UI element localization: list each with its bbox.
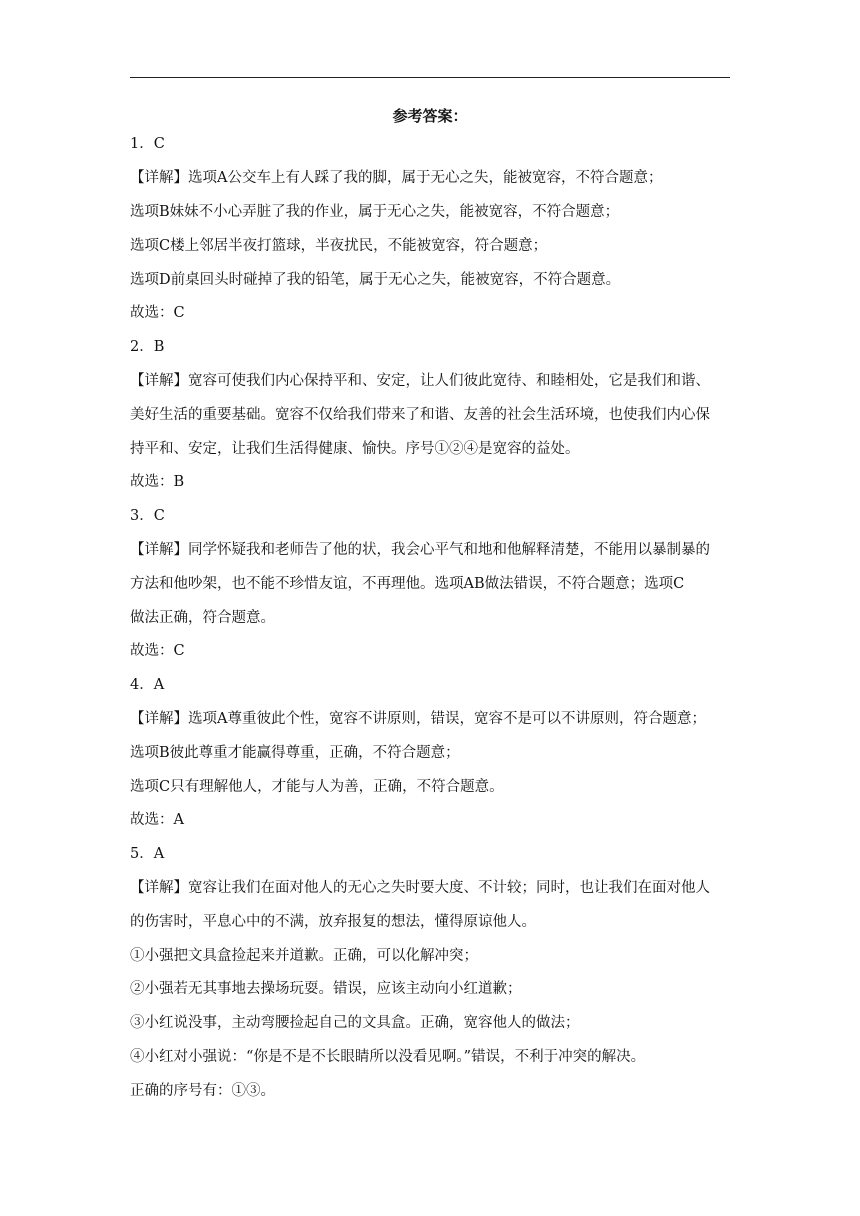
answer-line: 2．B: [130, 339, 165, 355]
answer-line: 选项C只有理解他人，才能与人为善，正确，不符合题意。: [130, 779, 504, 795]
page-title: 参考答案：: [392, 107, 468, 125]
answer-line: ④小红对小强说：“你是不是不长眼睛所以没看见啊。”错误，不利于冲突的解决。: [130, 1049, 646, 1065]
answer-line: 的伤害时，平息心中的不满，放弃报复的想法，懂得原谅他人。: [130, 914, 536, 930]
answer-line: 做法正确，符合题意。: [130, 610, 275, 626]
answer-line: 选项C楼上邻居半夜打篮球，半夜扰民，不能被宽容，符合题意；: [130, 238, 548, 254]
answer-line: 方法和他吵架，也不能不珍惜友谊，不再理他。选项AB做法错误，不符合题意；选项C: [130, 576, 685, 592]
answer-line: 4．A: [130, 677, 165, 693]
answer-line: 故选：A: [130, 812, 184, 828]
answer-line: 【详解】选项A公交车上有人踩了我的脚，属于无心之失，能被宽容，不符合题意；: [130, 170, 663, 186]
answer-line: 3．C: [130, 508, 165, 524]
answer-line: 1．C: [130, 136, 165, 152]
answer-line: 故选：B: [130, 474, 185, 490]
answer-line: 选项B妹妹不小心弄脏了我的作业，属于无心之失，能被宽容，不符合题意；: [130, 204, 620, 220]
answer-line: 【详解】同学怀疑我和老师告了他的状，我会心平气和地和他解释清楚，不能用以暴制暴的: [130, 542, 710, 558]
answer-line: 5．A: [130, 846, 165, 862]
answer-line: ③小红说没事，主动弯腰捡起自己的文具盒。正确，宽容他人的做法；: [130, 1015, 580, 1031]
answer-line: 持平和、安定，让我们生活得健康、愉快。序号①②④是宽容的益处。: [130, 441, 580, 457]
answer-line: 美好生活的重要基础。宽容不仅给我们带来了和谐、友善的社会生活环境，也使我们内心保: [130, 407, 710, 423]
answer-line: 选项B彼此尊重才能赢得尊重，正确，不符合题意；: [130, 745, 460, 761]
answer-line: 【详解】宽容让我们在面对他人的无心之失时要大度、不计较；同时，也让我们在面对他人: [130, 880, 710, 896]
answer-line: ②小强若无其事地去操场玩耍。错误，应该主动向小红道歉；: [130, 981, 522, 997]
answer-line: 【详解】选项A尊重彼此个性，宽容不讲原则，错误，宽容不是可以不讲原则，符合题意；: [130, 711, 706, 727]
answer-line: 【详解】宽容可使我们内心保持平和、安定，让人们彼此宽待、和睦相处，它是我们和谐、: [130, 373, 710, 389]
answer-line: 选项D前桌回头时碰掉了我的铅笔，属于无心之失，能被宽容，不符合题意。: [130, 272, 621, 288]
answer-line: 故选：C: [130, 643, 185, 659]
header-rule: [130, 77, 730, 78]
answer-line: 正确的序号有：①③。: [130, 1083, 275, 1099]
answer-line: 故选：C: [130, 305, 185, 321]
answer-line: ①小强把文具盒捡起来并道歉。正确，可以化解冲突；: [130, 948, 478, 964]
